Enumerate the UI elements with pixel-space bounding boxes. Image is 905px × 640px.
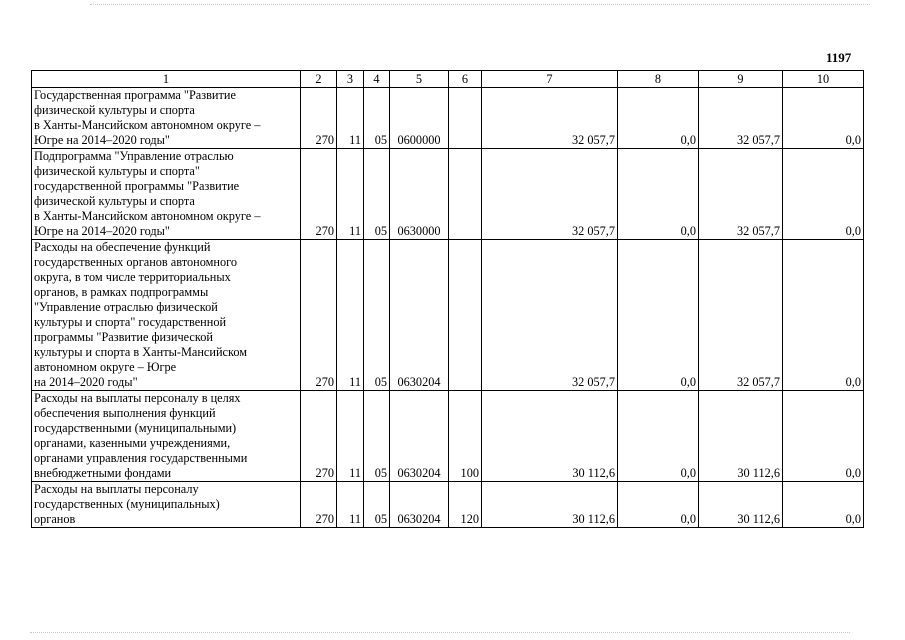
cell-col-4: 05	[364, 482, 390, 528]
row-name-line: в Ханты-Мансийском автономном округе –	[34, 209, 261, 223]
table-row	[32, 240, 864, 391]
row-name	[32, 149, 301, 240]
cell-col-7: 30 112,6	[482, 482, 618, 528]
table-row	[32, 482, 864, 528]
cell-col-7: 30 112,6	[482, 391, 618, 482]
cell-col-3: 11	[337, 88, 364, 149]
cell-col-3: 11	[337, 391, 364, 482]
row-name-line: Югре на 2014–2020 годы"	[34, 133, 170, 147]
cell-col-6	[449, 240, 482, 391]
header-row	[32, 71, 864, 88]
cell-col-4: 05	[364, 88, 390, 149]
cell-col-6: 100	[449, 391, 482, 482]
header-col-5: 5	[390, 71, 449, 88]
row-name-line: Расходы на выплаты персоналу	[34, 482, 199, 496]
scan-noise-top	[90, 4, 870, 9]
cell-col-10: 0,0	[783, 240, 864, 391]
row-name-line: программы "Развитие физической	[34, 330, 213, 344]
cell-col-5: 0630204	[390, 240, 449, 391]
cell-col-2: 270	[301, 240, 337, 391]
cell-col-7: 32 057,7	[482, 240, 618, 391]
cell-col-7: 32 057,7	[482, 88, 618, 149]
row-name-line: культуры и спорта" государственной	[34, 315, 227, 329]
row-name-line: органов	[34, 512, 76, 526]
cell-col-8: 0,0	[618, 482, 699, 528]
row-name-line: "Управление отраслью физической	[34, 300, 218, 314]
row-name-line: Подпрограмма "Управление отраслью	[34, 149, 234, 163]
cell-col-4: 05	[364, 240, 390, 391]
header-col-7: 7	[482, 71, 618, 88]
row-name	[32, 88, 301, 149]
cell-col-6: 120	[449, 482, 482, 528]
cell-col-3: 11	[337, 240, 364, 391]
cell-col-10: 0,0	[783, 391, 864, 482]
cell-col-5: 0630204	[390, 391, 449, 482]
row-name-line: округа, в том числе территориальных	[34, 270, 231, 284]
cell-col-5: 0630000	[390, 149, 449, 240]
row-name-line: в Ханты-Мансийском автономном округе –	[34, 118, 261, 132]
header-col-8: 8	[618, 71, 699, 88]
cell-col-9: 30 112,6	[699, 482, 783, 528]
cell-col-10: 0,0	[783, 149, 864, 240]
cell-col-2: 270	[301, 149, 337, 240]
cell-col-8: 0,0	[618, 88, 699, 149]
row-name-line: Расходы на выплаты персоналу в целях	[34, 391, 241, 405]
cell-col-5: 0630204	[390, 482, 449, 528]
scan-noise-bottom	[30, 632, 850, 637]
row-name-line: органами управления государственными	[34, 451, 248, 465]
cell-col-9: 32 057,7	[699, 149, 783, 240]
header-col-10: 10	[783, 71, 864, 88]
row-name-line: на 2014–2020 годы"	[34, 375, 138, 389]
row-name-line: органов, в рамках подпрограммы	[34, 285, 209, 299]
cell-col-6	[449, 88, 482, 149]
cell-col-4: 05	[364, 391, 390, 482]
row-name-line: государственных органов автономного	[34, 255, 238, 269]
cell-col-5: 0600000	[390, 88, 449, 149]
row-name-line: автономном округе – Югре	[34, 360, 177, 374]
cell-col-2: 270	[301, 482, 337, 528]
table-row	[32, 391, 864, 482]
cell-col-9: 32 057,7	[699, 88, 783, 149]
cell-col-6	[449, 149, 482, 240]
cell-col-7: 32 057,7	[482, 149, 618, 240]
row-name-line: обеспечения выполнения функций	[34, 406, 216, 420]
cell-col-3: 11	[337, 482, 364, 528]
cell-col-10: 0,0	[783, 88, 864, 149]
row-name-line: Расходы на обеспечение функций	[34, 240, 211, 254]
header-col-3: 3	[337, 71, 364, 88]
row-name-line: государственной программы "Развитие	[34, 179, 240, 193]
row-name	[32, 482, 301, 528]
page-number: 1197	[826, 50, 852, 65]
cell-col-9: 32 057,7	[699, 240, 783, 391]
cell-col-4: 05	[364, 149, 390, 240]
cell-col-2: 270	[301, 88, 337, 149]
cell-col-8: 0,0	[618, 240, 699, 391]
cell-col-9: 30 112,6	[699, 391, 783, 482]
header-col-1: 1	[32, 71, 301, 88]
header-col-2: 2	[301, 71, 337, 88]
header-col-4: 4	[364, 71, 390, 88]
cell-col-3: 11	[337, 149, 364, 240]
row-name-line: Государственная программа "Развитие	[34, 88, 236, 102]
cell-col-2: 270	[301, 391, 337, 482]
header-col-6: 6	[449, 71, 482, 88]
row-name	[32, 240, 301, 391]
budget-table	[31, 70, 864, 528]
row-name-line: культуры и спорта в Ханты-Мансийском	[34, 345, 248, 359]
row-name-line: физической культуры и спорта	[34, 194, 195, 208]
row-name-line: органами, казенными учреждениями,	[34, 436, 231, 450]
row-name-line: государственными (муниципальными)	[34, 421, 237, 435]
cell-col-10: 0,0	[783, 482, 864, 528]
row-name-line: внебюджетными фондами	[34, 466, 172, 480]
row-name-line: Югре на 2014–2020 годы"	[34, 224, 170, 238]
row-name-line: физической культуры и спорта"	[34, 164, 200, 178]
row-name-line: физической культуры и спорта	[34, 103, 195, 117]
header-col-9: 9	[699, 71, 783, 88]
cell-col-8: 0,0	[618, 149, 699, 240]
table-row	[32, 88, 864, 149]
row-name-line: государственных (муниципальных)	[34, 497, 220, 511]
table-row	[32, 149, 864, 240]
row-name	[32, 391, 301, 482]
cell-col-8: 0,0	[618, 391, 699, 482]
